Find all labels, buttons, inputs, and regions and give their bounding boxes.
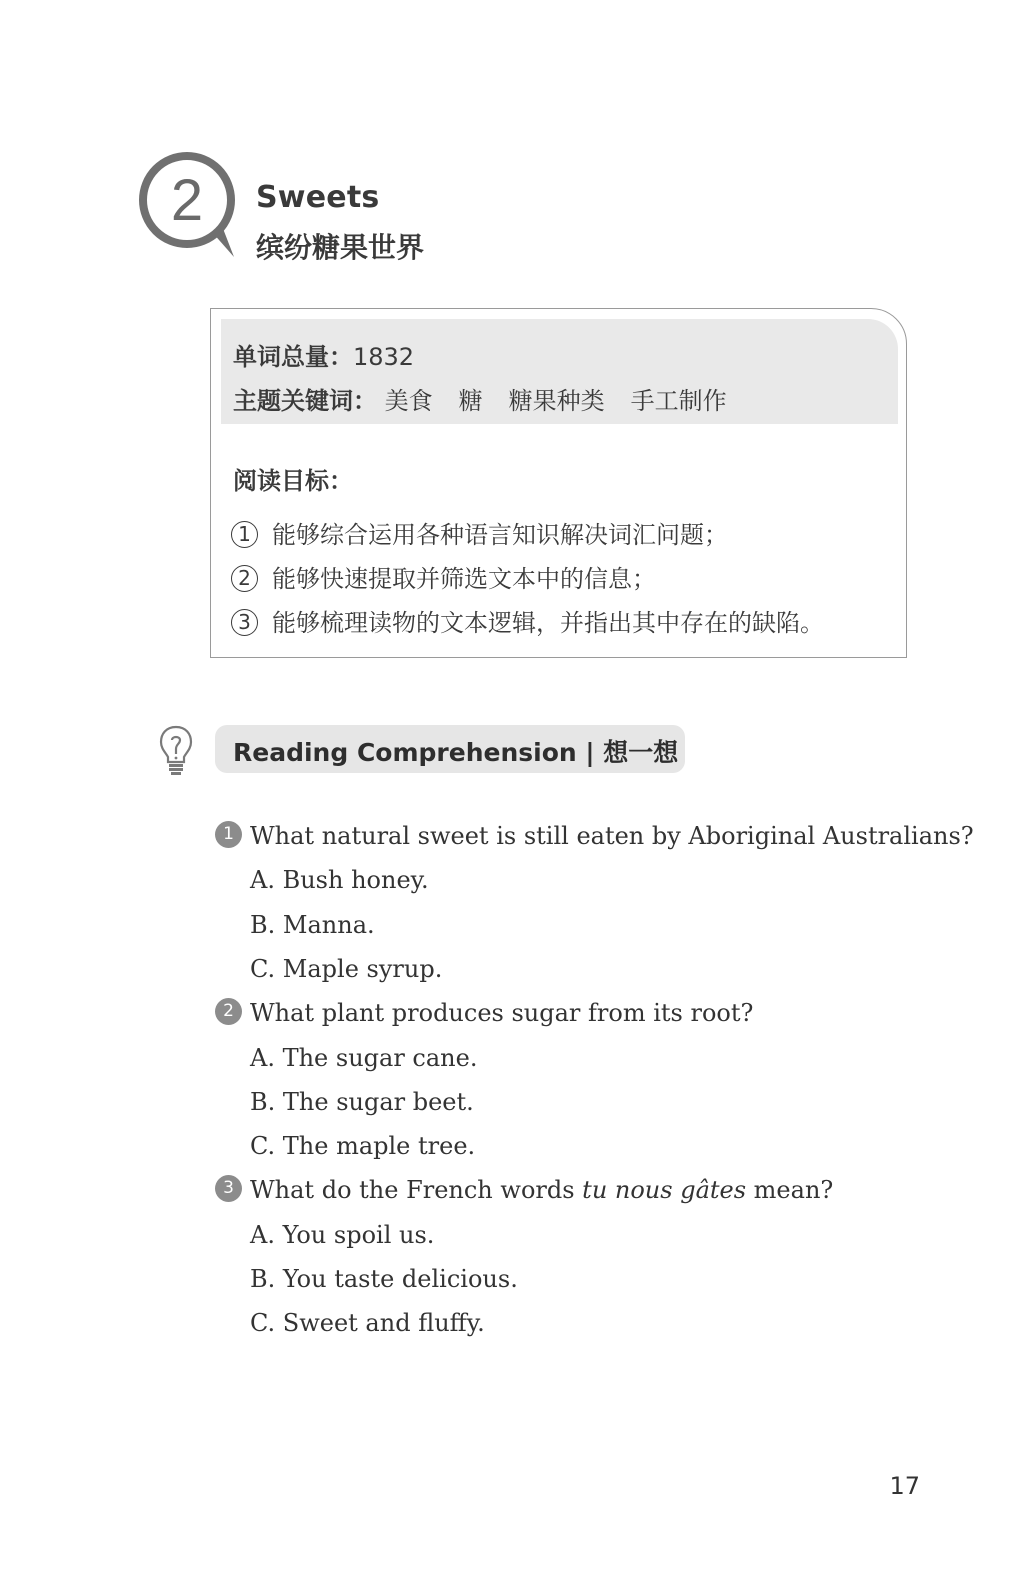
reading-goals-heading: 阅读目标：	[233, 467, 353, 495]
question-text: What plant produces sugar from its root?	[250, 999, 754, 1027]
question-text-italic: tu nous gâtes	[582, 1176, 747, 1204]
goal-number: 3	[231, 609, 258, 636]
keyword: 糖果种类	[508, 387, 605, 415]
word-count-value: 1832	[353, 343, 415, 371]
answer-option: C. Maple syrup.	[250, 955, 443, 983]
goal-text: 能够综合运用各种语言知识解决词汇问题；	[272, 521, 728, 549]
goal-text: 能够梳理读物的文本逻辑，并指出其中存在的缺陷。	[272, 609, 824, 637]
chapter-title-en: Sweets	[256, 180, 380, 215]
word-count-label: 单词总量：	[233, 343, 353, 371]
keyword: 美食	[384, 387, 433, 415]
section-header	[215, 725, 685, 773]
goal-number: 1	[231, 521, 258, 548]
reading-info-box	[210, 308, 907, 658]
answer-option: A. The sugar cane.	[250, 1044, 478, 1072]
goal-text: 能够快速提取并筛选文本中的信息；	[272, 565, 656, 593]
reading-goal	[231, 603, 824, 638]
question	[215, 822, 974, 851]
lightbulb-icon	[158, 724, 194, 776]
speech-tail-icon	[212, 226, 234, 257]
word-count-line	[233, 337, 414, 372]
reading-goal	[231, 515, 728, 550]
keyword: 糖	[458, 387, 483, 415]
reading-goal	[231, 559, 656, 594]
keyword: 手工制作	[630, 387, 727, 415]
goal-number: 2	[231, 565, 258, 592]
question-text-end: mean?	[746, 1176, 834, 1204]
answer-option: B. Manna.	[250, 911, 375, 939]
answer-option: C. Sweet and fluffy.	[250, 1309, 485, 1337]
question-text: What natural sweet is still eaten by Aboriginal Australians?	[250, 822, 974, 850]
answer-option: B. You taste delicious.	[250, 1265, 518, 1293]
question-number-badge: 2	[215, 998, 242, 1025]
answer-option: A. You spoil us.	[250, 1221, 435, 1249]
question	[215, 999, 753, 1028]
answer-option: B. The sugar beet.	[250, 1088, 474, 1116]
answer-option: C. The maple tree.	[250, 1132, 476, 1160]
question-text-start: What do the French words	[250, 1176, 583, 1204]
chapter-number: 2	[170, 168, 204, 233]
chapter-number-badge	[138, 150, 238, 262]
question	[215, 1176, 833, 1205]
keywords-label: 主题关键词：	[233, 387, 377, 415]
question-number-badge: 1	[215, 821, 242, 848]
chapter-title-zh: 缤纷糖果世界	[256, 231, 425, 264]
question-number-badge: 3	[215, 1175, 242, 1202]
answer-option: A. Bush honey.	[250, 866, 429, 894]
page-number: 17	[889, 1472, 920, 1500]
keywords-line	[233, 381, 753, 416]
section-title: Reading Comprehension | 想一想	[233, 738, 679, 767]
